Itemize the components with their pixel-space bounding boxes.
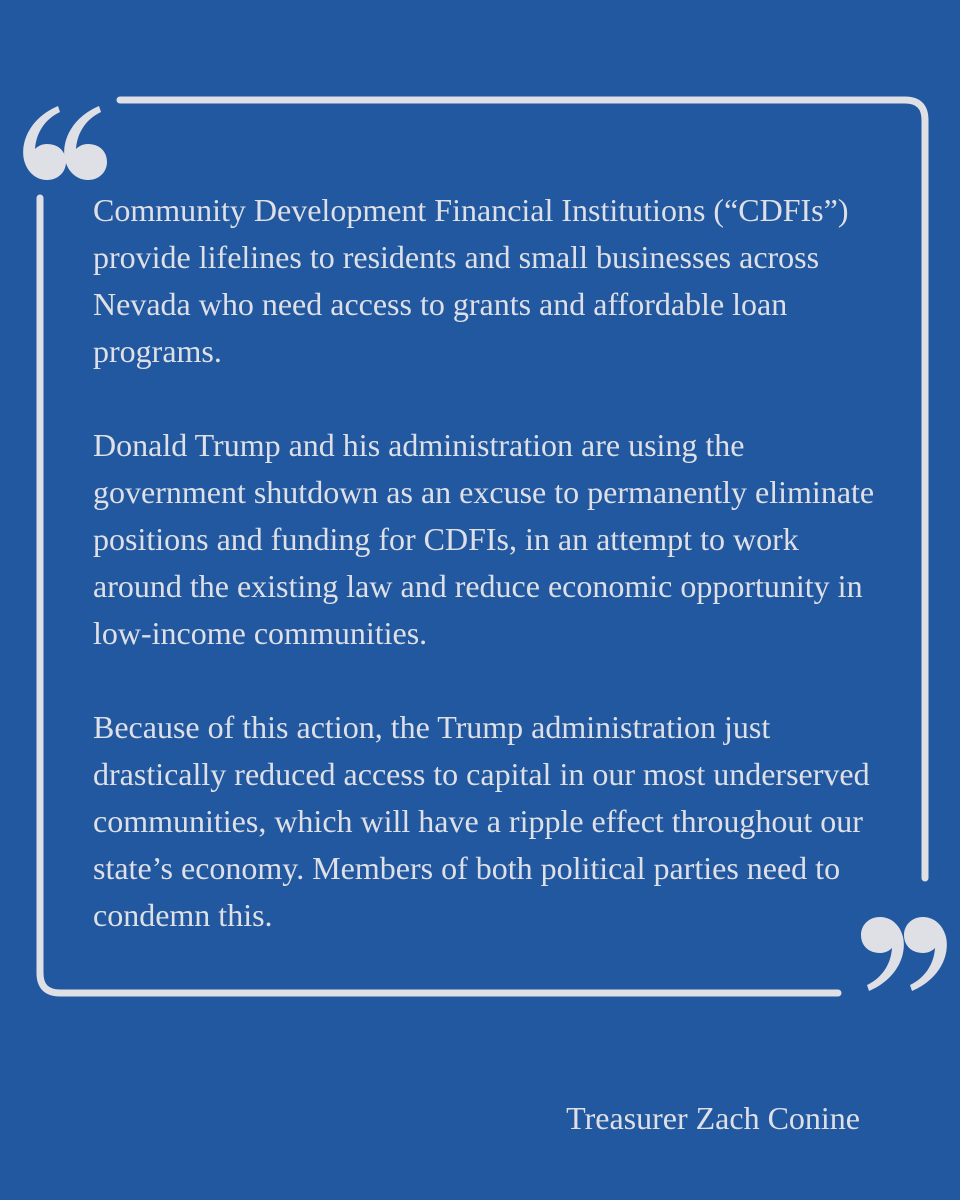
open-quote-icon — [23, 106, 107, 180]
attribution: Treasurer Zach Conine — [566, 1100, 860, 1136]
quote-body — [93, 187, 893, 939]
quote-paragraph: Donald Trump and his administration are using the government shutdown as an excuse to permanently eliminate positions and funding for CDFIs, in an attempt to work around the existing law and reduce economic opportunity in low-income communities. — [93, 427, 875, 651]
quote-paragraph: Because of this action, the Trump administration just drastically reduced access to capital in our most underserved communities, which will have a ripple effect throughout our state’s economy. Members of both political parties need to condemn this. — [93, 709, 870, 933]
quote-paragraph: Community Development Financial Institutions (“CDFIs”) provide lifelines to residents and small businesses across Nevada who need access to grants and affordable loan programs. — [93, 192, 849, 369]
